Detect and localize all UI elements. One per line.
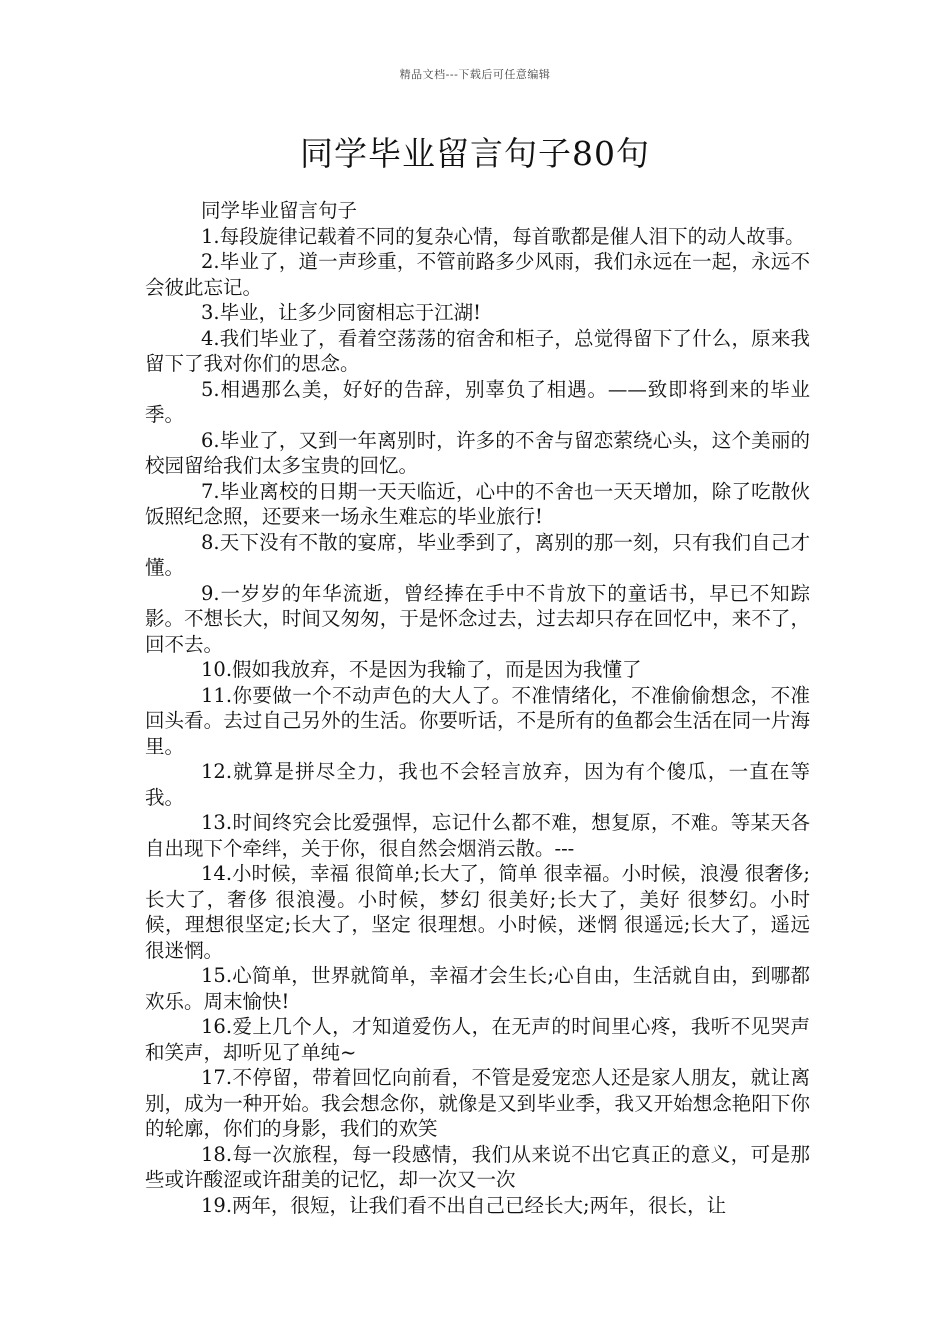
document-body (145, 198, 810, 1218)
document-title: 同学毕业留言句子80句 (300, 134, 650, 173)
entry-17: 17.不停留，带着回忆向前看，不管是爱宠恋人还是家人朋友，就让离别，成为一种开始。我会想念你，就像是又到毕业季，我又开始想念艳阳下你的轮廓，你们的身影，我们的欢笑 (145, 1066, 810, 1140)
entry-2: 2.毕业了，道一声珍重，不管前路多少风雨，我们永远在一起，永远不会彼此忘记。 (145, 250, 810, 299)
entry-6: 6.毕业了，又到一年离别时，许多的不舍与留恋萦绕心头，这个美丽的校园留给我们太多宝贵的回忆。 (145, 428, 810, 477)
entry-13: 13.时间终究会比爱强悍，忘记什么都不难，想复原，不难。等某天各自出现下个牵绊，关于你，很自然会烟消云散。--- (145, 811, 810, 860)
entry-11: 11.你要做一个不动声色的大人了。不准情绪化，不准偷偷想念，不准回头看。去过自己另外的生活。你要听话，不是所有的鱼都会生活在同一片海里。 (145, 683, 810, 758)
entry-15: 15.心简单，世界就简单，幸福才会生长;心自由，生活就自由，到哪都欢乐。周末愉快! (145, 964, 810, 1013)
section-subtitle: 同学毕业留言句子 (201, 199, 358, 222)
entry-12: 12.就算是拼尽全力，我也不会轻言放弃，因为有个傻瓜，一直在等我。 (145, 760, 810, 809)
entry-14: 14.小时候，幸福 很简单;长大了，简单 很幸福。小时候，浪漫 很奢侈;长大了，奢侈 很浪漫。小时候，梦幻 很美好;长大了，美好 很梦幻。小时候，理想很坚定;长大了，坚定 很理想。小时候，迷惘 很遥远;长大了，遥远 很迷惘。 (145, 862, 810, 962)
entry-9: 9.一岁岁的年华流逝，曾经捧在手中不肯放下的童话书，早已不知踪影。不想长大，时间又匆匆，于是怀念过去，过去却只存在回忆中，来不了，回不去。 (145, 581, 810, 656)
page-header: 精品文档---下载后可任意编辑 (399, 68, 551, 81)
entry-1: 1.每段旋律记载着不同的复杂心情，每首歌都是催人泪下的动人故事。 (201, 224, 805, 248)
entry-5: 5.相遇那么美，好好的告辞，别辜负了相遇。——致即将到来的毕业季。 (145, 377, 810, 426)
entry-3: 3.毕业，让多少同窗相忘于江湖! (201, 301, 481, 324)
entry-10: 10.假如我放弃，不是因为我输了，而是因为我懂了 (201, 658, 642, 681)
entry-18: 18.每一次旅程，每一段感情，我们从来说不出它真正的意义，可是那些或许酸涩或许甜美的记忆，却一次又一次 (145, 1142, 810, 1191)
entry-16: 16.爱上几个人，才知道爱伤人，在无声的时间里心疼，我听不见哭声和笑声，却听见了单纯~ (145, 1015, 810, 1064)
entry-19: 19.两年，很短，让我们看不出自己已经长大;两年，很长，让 (201, 1193, 727, 1217)
entry-8: 8.天下没有不散的宴席，毕业季到了，离别的那一刻，只有我们自己才懂。 (145, 530, 810, 579)
entry-7: 7.毕业离校的日期一天天临近，心中的不舍也一天天增加，除了吃散伙饭照纪念照，还要来一场永生难忘的毕业旅行! (145, 479, 810, 528)
entry-4: 4.我们毕业了，看着空荡荡的宿舍和柜子，总觉得留下了什么，原来我留下了我对你们的思念。 (145, 326, 810, 375)
